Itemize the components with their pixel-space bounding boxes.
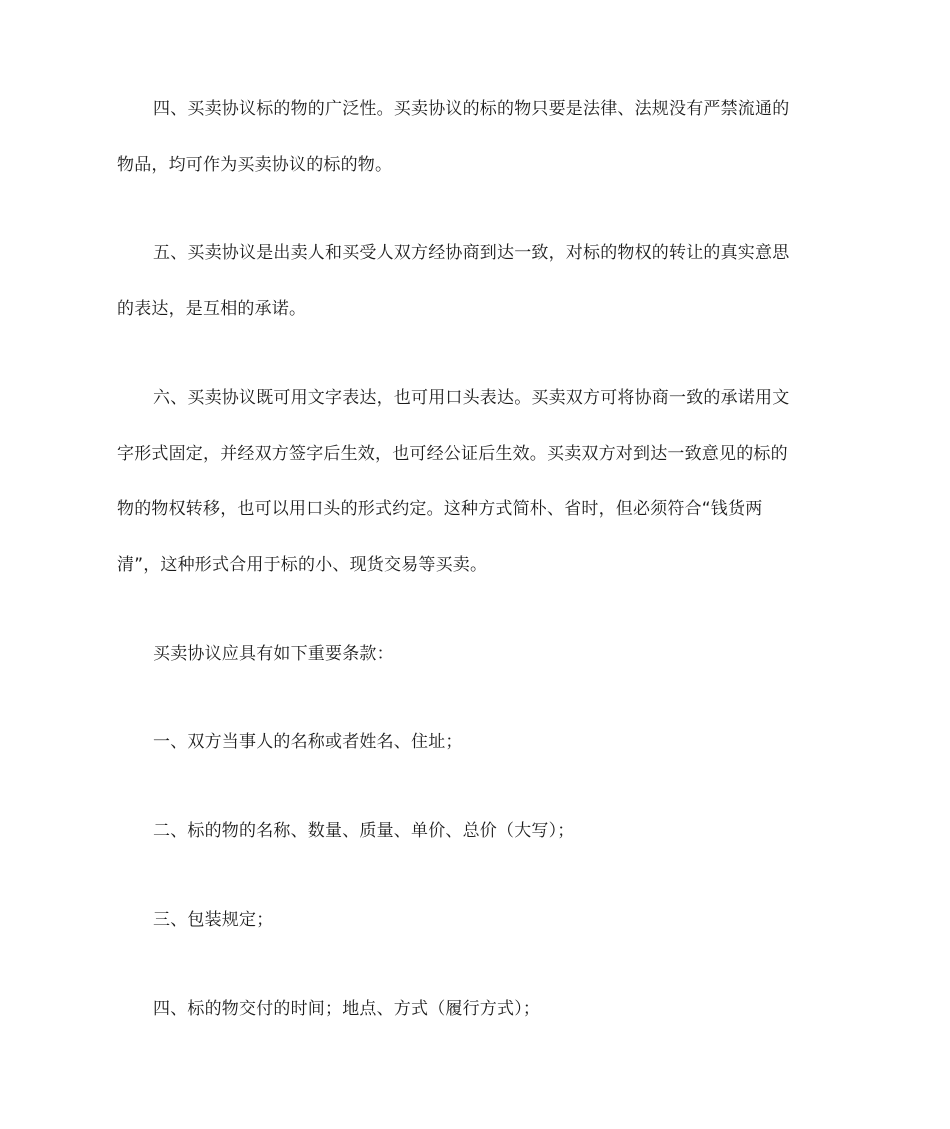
paragraph-6-line-2: 字形式固定，并经双方签字后生效，也可经公证后生效。买卖双方对到达一致意见的标的 [117, 444, 788, 464]
clause-3: 三、包装规定； [153, 910, 274, 930]
paragraph-4-line-2: 物品，均可作为买卖协议的标的物。 [117, 155, 393, 175]
paragraph-6-line-1: 六、买卖协议既可用文字表达，也可用口头表达。买卖双方可将协商一致的承诺用文 [153, 388, 790, 408]
paragraph-5-line-1: 五、买卖协议是出卖人和买受人双方经协商到达一致，对标的物权的转让的真实意思 [153, 243, 790, 263]
clause-1: 一、双方当事人的名称或者姓名、住址； [153, 732, 463, 752]
paragraph-6-line-3: 物的物权转移，也可以用口头的形式约定。这种方式简朴、省时，但必须符合“钱货两 [117, 499, 763, 519]
clauses-intro: 买卖协议应具有如下重要条款： [153, 644, 394, 664]
clause-2: 二、标的物的名称、数量、质量、单价、总价（大写）； [153, 821, 575, 841]
paragraph-5-line-2: 的表达，是互相的承诺。 [117, 299, 307, 319]
clause-4: 四、标的物交付的时间；地点、方式（履行方式）； [153, 999, 541, 1019]
paragraph-6-line-4: 清”，这种形式合用于标的小、现货交易等买卖。 [117, 555, 488, 575]
paragraph-4-line-1: 四、买卖协议标的物的广泛性。买卖协议的标的物只要是法律、法规没有严禁流通的 [153, 99, 790, 119]
